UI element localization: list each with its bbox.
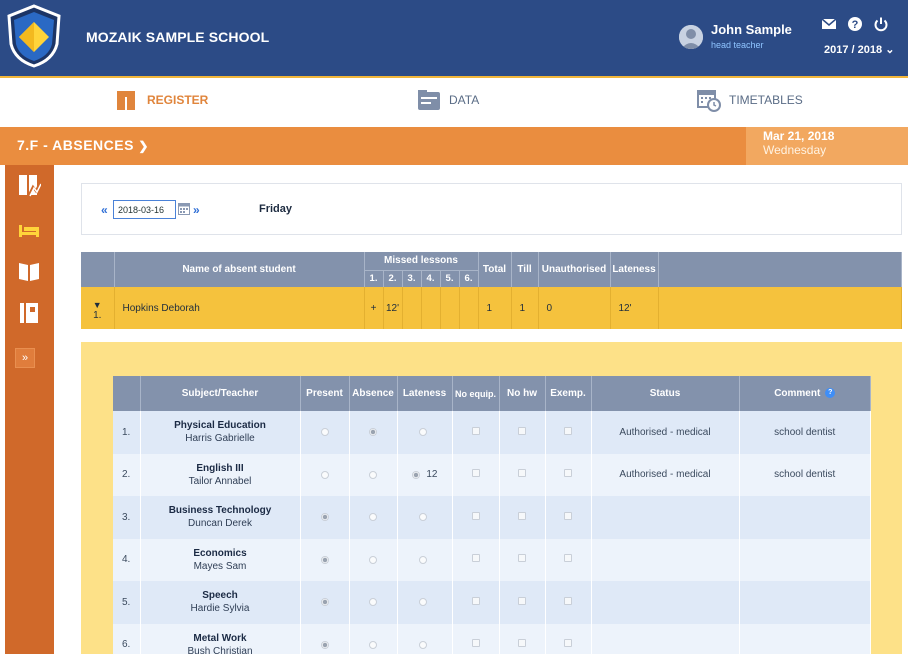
- current-date: Mar 21, 2018: [763, 129, 835, 143]
- lateness-cell: [397, 624, 452, 654]
- present-cell: [300, 496, 349, 539]
- school-name: MOZAIK SAMPLE SCHOOL: [86, 29, 270, 45]
- no-hw-cell: [499, 496, 545, 539]
- no-equip-cell: [452, 581, 499, 624]
- subject-teacher-cell: [140, 539, 300, 582]
- no-hw-cell: [499, 411, 545, 454]
- help-icon[interactable]: ?: [825, 388, 835, 398]
- missed-lesson-header: 1.: [364, 270, 383, 287]
- help-circle-icon[interactable]: [847, 16, 863, 32]
- svg-text:?: ?: [851, 19, 859, 31]
- no-equip-cell: [452, 411, 499, 454]
- lateness-radio[interactable]: [419, 428, 427, 436]
- absence-radio[interactable]: [369, 471, 377, 479]
- index-column-header: [113, 376, 140, 411]
- exemp-checkbox[interactable]: [564, 554, 572, 562]
- lateness-cell: [397, 411, 452, 454]
- sidebar: [5, 165, 54, 654]
- no-equip-cell: [452, 539, 499, 582]
- comment-cell[interactable]: [739, 581, 871, 624]
- subject-teacher-cell: [140, 454, 300, 497]
- chevron-down-icon: ❯: [138, 139, 149, 153]
- data-folder-icon: [417, 88, 441, 112]
- user-avatar-icon[interactable]: [679, 25, 703, 49]
- no-equip-cell: [452, 624, 499, 654]
- subject-name: English III: [196, 462, 244, 474]
- column-header-lateness: Lateness: [397, 376, 452, 411]
- next-day-icon[interactable]: »: [193, 203, 200, 217]
- no-hw-cell: [499, 581, 545, 624]
- lateness-cell: 12': [610, 287, 658, 329]
- exemp-cell: [545, 411, 591, 454]
- missed-lesson-cell: 12': [383, 287, 402, 329]
- lesson-detail-table: [113, 376, 871, 654]
- column-header-absence: Absence: [349, 376, 397, 411]
- missed-lesson-header: 2.: [383, 270, 402, 287]
- nav-data-label: DATA: [449, 93, 480, 107]
- absence-radio[interactable]: [369, 641, 377, 649]
- absence-radio[interactable]: [369, 513, 377, 521]
- school-year-label: 2017 / 2018: [824, 44, 883, 56]
- table-row[interactable]: [113, 496, 871, 539]
- chevron-down-icon: ⌄: [885, 44, 895, 56]
- absence-cell: [349, 411, 397, 454]
- present-cell: [300, 539, 349, 582]
- exemp-cell: [545, 496, 591, 539]
- till-cell: 1: [511, 287, 538, 329]
- power-icon[interactable]: [873, 16, 889, 32]
- present-radio[interactable]: [321, 556, 329, 564]
- present-radio[interactable]: [321, 598, 329, 606]
- row-index: 5.: [113, 581, 140, 624]
- nav-data[interactable]: [417, 88, 479, 112]
- absence-radio[interactable]: [369, 428, 377, 436]
- teacher-name: Duncan Derek: [188, 518, 252, 530]
- user-role: head teacher: [711, 40, 764, 50]
- absence-cell: [349, 454, 397, 497]
- subject-name: Metal Work: [193, 632, 247, 644]
- absence-radio[interactable]: [369, 598, 377, 606]
- no-equip-checkbox[interactable]: [472, 554, 480, 562]
- lateness-radio[interactable]: [419, 641, 427, 649]
- exemp-checkbox[interactable]: [564, 469, 572, 477]
- absence-cell: [349, 539, 397, 582]
- calendar-clock-icon: [697, 88, 721, 112]
- selected-weekday: Friday: [259, 203, 293, 215]
- spacer-cell: [658, 287, 902, 329]
- row-index: 3.: [113, 496, 140, 539]
- nav-timetables[interactable]: [697, 88, 803, 112]
- no-equip-checkbox[interactable]: [472, 597, 480, 605]
- top-bar: [0, 0, 908, 76]
- table-row[interactable]: [113, 581, 871, 624]
- no-equip-checkbox[interactable]: [472, 469, 480, 477]
- lateness-cell: [397, 454, 452, 497]
- missed-lesson-header: 6.: [459, 270, 478, 287]
- absence-cell: [349, 496, 397, 539]
- open-book-icon[interactable]: [17, 259, 41, 283]
- present-cell: [300, 581, 349, 624]
- nav-register-label: REGISTER: [147, 93, 209, 107]
- mail-icon[interactable]: [821, 16, 837, 32]
- missed-lesson-header: 4.: [421, 270, 440, 287]
- no-hw-checkbox[interactable]: [518, 554, 526, 562]
- subject-name: Business Technology: [168, 505, 272, 517]
- row-index: 1.: [93, 309, 102, 321]
- comment-cell[interactable]: [739, 496, 871, 539]
- lateness-radio[interactable]: [412, 471, 420, 479]
- column-header-present: Present: [300, 376, 349, 411]
- lateness-cell: [397, 581, 452, 624]
- comment-cell[interactable]: [739, 624, 871, 654]
- present-radio[interactable]: [321, 471, 329, 479]
- no-hw-checkbox[interactable]: [518, 597, 526, 605]
- status-cell[interactable]: [591, 496, 739, 539]
- subject-teacher-cell: [140, 624, 300, 654]
- column-header-name: Name of absent student: [114, 252, 364, 287]
- book-chart-icon[interactable]: [17, 173, 41, 197]
- no-hw-cell: [499, 539, 545, 582]
- no-equip-cell: [452, 496, 499, 539]
- no-equip-checkbox[interactable]: [472, 427, 480, 435]
- present-cell: [300, 454, 349, 497]
- sidebar-expand-button[interactable]: »: [15, 348, 35, 368]
- teacher-name: Bush Christian: [187, 645, 253, 654]
- subject-name: Speech: [202, 590, 238, 602]
- missed-lesson-cell: [402, 287, 421, 329]
- calendar-icon[interactable]: [178, 202, 190, 215]
- main-nav: [0, 78, 908, 127]
- exemp-checkbox[interactable]: [564, 512, 572, 520]
- column-header-comment: [739, 376, 871, 411]
- subject-name: Economics: [193, 547, 247, 559]
- column-header-no-equip: No equip.: [452, 376, 499, 411]
- row-index: 2.: [113, 454, 140, 497]
- current-weekday: Wednesday: [763, 143, 827, 157]
- column-header-exemp: Exemp.: [545, 376, 591, 411]
- table-row[interactable]: [113, 454, 871, 497]
- no-equip-checkbox[interactable]: [472, 512, 480, 520]
- table-row[interactable]: [113, 539, 871, 582]
- column-header-no-hw: No hw: [499, 376, 545, 411]
- unauthorised-cell: 0: [538, 287, 610, 329]
- status-cell[interactable]: [591, 624, 739, 654]
- missed-lesson-cell: +: [364, 287, 383, 329]
- present-cell: [300, 411, 349, 454]
- subject-teacher-cell: [140, 581, 300, 624]
- exemp-cell: [545, 581, 591, 624]
- student-name[interactable]: Hopkins Deborah: [114, 287, 364, 329]
- column-header-spacer: [658, 252, 902, 287]
- no-hw-checkbox[interactable]: [518, 427, 526, 435]
- no-hw-checkbox[interactable]: [518, 639, 526, 647]
- nav-register[interactable]: [115, 88, 208, 112]
- class-header-bar: [0, 127, 908, 165]
- expand-column-header: [81, 252, 114, 287]
- date-picker-panel: [81, 183, 902, 235]
- class-title: 7.F - ABSENCES: [17, 137, 134, 153]
- current-date-box: [746, 127, 908, 165]
- lateness-cell: [397, 539, 452, 582]
- subject-teacher-cell: [140, 411, 300, 454]
- no-equip-checkbox[interactable]: [472, 639, 480, 647]
- no-hw-checkbox[interactable]: [518, 469, 526, 477]
- absence-cell: [349, 624, 397, 654]
- exemp-checkbox[interactable]: [564, 427, 572, 435]
- table-row[interactable]: [81, 287, 902, 329]
- comment-cell[interactable]: [739, 539, 871, 582]
- no-equip-cell: [452, 454, 499, 497]
- present-radio[interactable]: [321, 428, 329, 436]
- school-year-select[interactable]: [824, 43, 894, 56]
- lateness-radio[interactable]: [419, 513, 427, 521]
- absence-radio[interactable]: [369, 556, 377, 564]
- exemp-cell: [545, 454, 591, 497]
- row-index: 4.: [113, 539, 140, 582]
- no-hw-cell: [499, 624, 545, 654]
- notebook-icon[interactable]: [17, 301, 41, 325]
- teacher-name: Harris Gabrielle: [185, 433, 255, 445]
- subject-teacher-cell: [140, 496, 300, 539]
- status-cell[interactable]: Authorised - medical: [591, 411, 739, 454]
- teacher-name: Hardie Sylvia: [190, 603, 250, 615]
- subject-name: Physical Education: [174, 420, 266, 432]
- present-cell: [300, 624, 349, 654]
- nav-timetables-label: TIMETABLES: [729, 93, 803, 107]
- lateness-radio[interactable]: [419, 556, 427, 564]
- register-book-icon: [115, 88, 139, 112]
- table-row[interactable]: [113, 624, 871, 654]
- caret-down-icon: ▼: [92, 299, 102, 310]
- comment-cell[interactable]: school dentist: [739, 411, 871, 454]
- absence-table: [81, 252, 902, 329]
- lateness-cell: [397, 496, 452, 539]
- column-header-subject: Subject/Teacher: [140, 376, 300, 411]
- lateness-minutes: 12: [426, 469, 438, 481]
- status-cell[interactable]: [591, 581, 739, 624]
- present-radio[interactable]: [321, 641, 329, 649]
- school-logo-icon[interactable]: [5, 4, 63, 68]
- bed-icon[interactable]: [17, 217, 41, 241]
- previous-day-icon[interactable]: «: [101, 203, 108, 217]
- column-header-till: Till: [511, 252, 538, 287]
- present-radio[interactable]: [321, 513, 329, 521]
- missed-lesson-header: 3.: [402, 270, 421, 287]
- column-header-status: Status: [591, 376, 739, 411]
- exemp-cell: [545, 539, 591, 582]
- column-header-lateness: Lateness: [610, 252, 658, 287]
- exemp-cell: [545, 624, 591, 654]
- column-header-total: Total: [478, 252, 511, 287]
- missed-lesson-cell: [440, 287, 459, 329]
- column-header-unauthorised: Unauthorised: [538, 252, 610, 287]
- comment-header-label: Comment: [774, 388, 821, 399]
- status-cell[interactable]: Authorised - medical: [591, 454, 739, 497]
- exemp-checkbox[interactable]: [564, 597, 572, 605]
- no-hw-checkbox[interactable]: [518, 512, 526, 520]
- user-name[interactable]: John Sample: [711, 22, 792, 37]
- no-hw-cell: [499, 454, 545, 497]
- missed-lesson-header: 5.: [440, 270, 459, 287]
- teacher-name: Tailor Annabel: [188, 475, 252, 487]
- missed-lesson-cell: [459, 287, 478, 329]
- row-index: 6.: [113, 624, 140, 654]
- exemp-checkbox[interactable]: [564, 639, 572, 647]
- missed-lesson-cell: [421, 287, 440, 329]
- table-row[interactable]: [113, 411, 871, 454]
- comment-cell[interactable]: school dentist: [739, 454, 871, 497]
- class-selector[interactable]: [17, 137, 149, 153]
- absence-cell: [349, 581, 397, 624]
- row-expand-toggle[interactable]: [81, 287, 114, 329]
- teacher-name: Mayes Sam: [193, 560, 247, 572]
- column-header-missed: Missed lessons: [364, 252, 478, 270]
- date-input[interactable]: [113, 200, 176, 219]
- total-cell: 1: [478, 287, 511, 329]
- status-cell[interactable]: [591, 539, 739, 582]
- lateness-radio[interactable]: [419, 598, 427, 606]
- row-index: 1.: [113, 411, 140, 454]
